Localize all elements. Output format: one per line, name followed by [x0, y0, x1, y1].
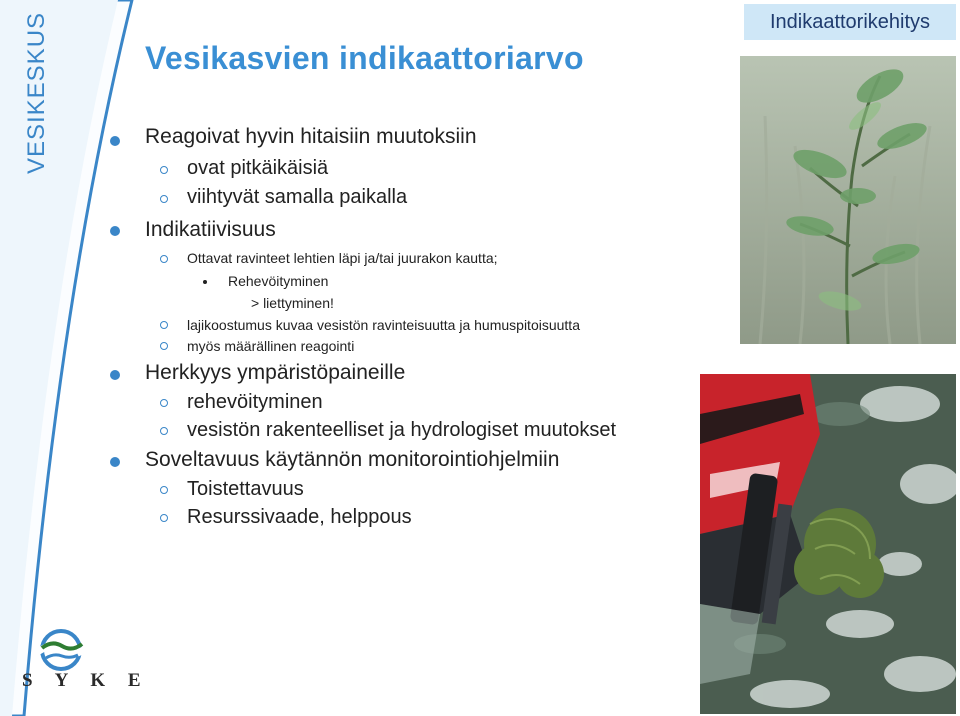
- list-item: Ottavat ravinteet lehtien läpi ja/tai juurakon kautta;: [187, 250, 498, 266]
- bullet-circle-icon: [160, 255, 168, 263]
- list-item: viihtyvät samalla paikalla: [187, 186, 408, 208]
- bullet-icon: [110, 136, 120, 146]
- list-item: rehevöityminen: [187, 391, 323, 413]
- list-item: Toistettavuus: [187, 478, 304, 500]
- bullet-circle-icon: [160, 514, 168, 522]
- syke-emblem-icon: [18, 626, 108, 671]
- bullet-icon: [110, 370, 120, 380]
- slide-title: Vesikasvien indikaattoriarvo: [145, 40, 584, 76]
- list-item: Resurssivaade, helppous: [187, 506, 412, 528]
- bullet-icon: [110, 457, 120, 467]
- list-item: vesistön rakenteelliset ja hydrologiset muutokset: [187, 419, 617, 441]
- bullet-circle-icon: [160, 399, 168, 407]
- list-item: > liettyminen!: [251, 295, 334, 311]
- list-item: Rehevöityminen: [228, 273, 329, 289]
- outboard-motor-photo: [700, 374, 956, 714]
- brand-text: VESIKESKUS: [23, 11, 50, 175]
- bullet-circle-icon: [160, 166, 168, 174]
- bullet-circle-icon: [160, 321, 168, 329]
- bullet-circle-icon: [160, 486, 168, 494]
- list-item: Indikatiivisuus: [145, 218, 276, 241]
- sidebar-decoration: [0, 0, 140, 716]
- list-item: Reagoivat hyvin hitaisiin muutoksiin: [145, 125, 477, 148]
- brand-vesikeskus: [22, 11, 52, 175]
- syke-logo-text: S Y K E: [22, 670, 150, 691]
- list-item: Soveltavuus käytännön monitorointiohjelmiin: [145, 448, 560, 471]
- section-tag: Indikaattorikehitys: [744, 4, 956, 40]
- bullet-dot-icon: [203, 280, 207, 284]
- bullet-icon: [110, 226, 120, 236]
- underwater-plant-photo: [740, 56, 956, 344]
- list-item: lajikoostumus kuvaa vesistön ravinteisuutta ja humuspitoisuutta: [187, 317, 580, 333]
- bullet-circle-icon: [160, 195, 168, 203]
- list-item: myös määrällinen reagointi: [187, 338, 355, 354]
- bullet-circle-icon: [160, 427, 168, 435]
- list-item: ovat pitkäikäisiä: [187, 157, 329, 179]
- bullet-circle-icon: [160, 342, 168, 350]
- list-item: Herkkyys ympäristöpaineille: [145, 361, 406, 384]
